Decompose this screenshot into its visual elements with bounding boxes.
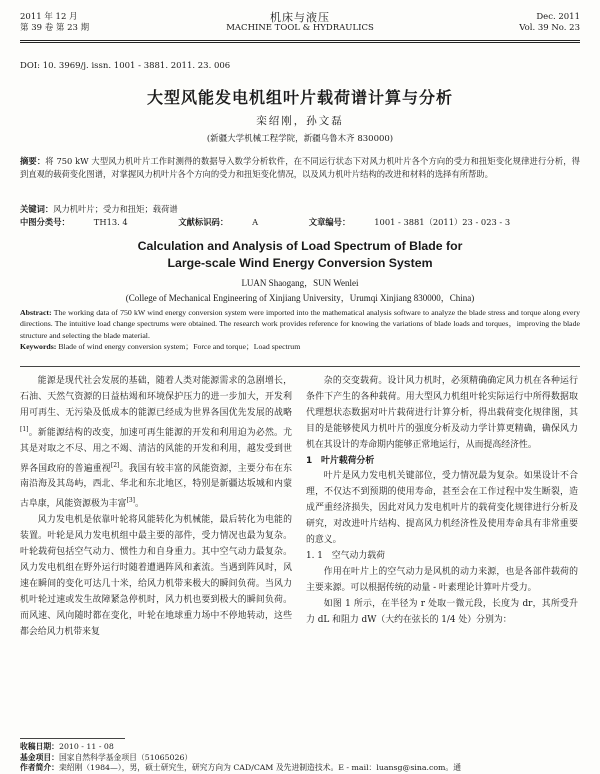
abstract-en bbox=[20, 307, 580, 352]
keywords-en-label: Keywords: bbox=[20, 341, 57, 351]
received-date bbox=[20, 742, 580, 753]
abstract-en-label: Abstract: bbox=[20, 308, 52, 317]
body-column-left bbox=[20, 374, 292, 640]
running-header bbox=[20, 12, 580, 42]
doc-code-value: A bbox=[252, 216, 259, 227]
authors-cn: 栾绍刚，孙文磊 bbox=[256, 115, 344, 127]
citation-ref: [2] bbox=[110, 461, 120, 469]
keywords-cn-text: 风力机叶片；受力和扭矩；载荷谱 bbox=[53, 204, 178, 214]
author-bio-value: 栾绍刚（1984—），男，硕士研究生，研究方向为 CAD/CAM 及先进制造技术。E - mail：luansg@sina.com。通 bbox=[58, 763, 462, 772]
abstract-divider bbox=[20, 366, 580, 367]
citation-ref: [1] bbox=[20, 425, 29, 433]
intro-text-a: 能源是现代社会发展的基础，随着人类对能源需求的急剧增长，石油、天然气资源的日益枯竭和环境保护压力的进一步加大，开发利用可再生、无污染及低成本的能源已经成为世界各国优先发展的战略 bbox=[20, 376, 292, 418]
author-bio bbox=[20, 763, 580, 774]
journal-name-block bbox=[20, 12, 580, 34]
received-value: 2010 - 11 - 08 bbox=[58, 742, 114, 751]
fund-info bbox=[20, 753, 580, 764]
header-rule-bottom bbox=[20, 42, 580, 43]
fund-value: 国家自然科学基金项目（51065026） bbox=[58, 752, 193, 762]
author-bio-label: 作者简介： bbox=[20, 763, 59, 772]
intro-text-d: 。 bbox=[135, 499, 144, 510]
intro-paragraph-2: 风力发电机是依靠叶轮将风能转化为机械能，最后转化为电能的装置。叶轮是风力发电机组中最主要的部件，受力情况也最为复杂。叶轮载荷包括空气动力、惯性力和自身重力。其中空气动力最复杂。风力发电机组在野外运行时随着遭遇阵风和紊流。当遇到阵风时，风速在瞬间的变化可达几十米，给风力机带来极大的瞬间负荷。当风力机叶轮过速或发生故障紧急停机时，风力机也要到极大的瞬间负荷。而风速、风向随时都在变化，叶轮在地球重力场中不停地转动，这些都会给风力机带来复 bbox=[20, 515, 292, 637]
intro-text-c: 。我国有较丰富的风能资源，主要分布在东南沿海及其岛屿，西北、华北和东北地区，特别是新疆达坂城和内蒙古阜康，风能资源极为丰富 bbox=[20, 463, 293, 510]
affiliation-en: (College of Mechanical Engineering of Xinjiang University，Urumqi Xinjiang 830000，China) bbox=[125, 293, 475, 303]
keywords-cn bbox=[20, 203, 580, 216]
issue-date: 2011 年 12 月 bbox=[20, 12, 78, 22]
title-en-line2: Large-scale Wind Energy Conversion System bbox=[167, 256, 433, 270]
journal-name-cn: 机床与液压 bbox=[270, 11, 330, 24]
volume-issue-en: Vol. 39 No. 23 bbox=[519, 23, 580, 33]
abstract-cn-label: 摘要： bbox=[20, 156, 46, 166]
right-paragraph-1: 杂的交变载荷。设计风力机时，必须精确确定风力机在各种运行条件下产生的各种载荷。用大型风力机组叶轮实际运行中所得数据取代理想状态数据对叶片载荷进行计算分析，得出载荷变化规律图，其目的是能够使风力机叶片的强度分析及动力学计算更精确，确保风力机在其设计的寿命期内能够正常地运行，从而提高经济性。 bbox=[306, 376, 578, 450]
issue-en-block bbox=[519, 12, 580, 34]
received-label: 收稿日期： bbox=[20, 742, 59, 751]
intro-text-b: 。新能源结构的改变，加速可再生能源的开发和利用迫为必然。尤其是对取之不尽、用之不竭、清洁的风能的开发和利用，越发受到世界各国政府的普遍重视 bbox=[20, 427, 292, 474]
abstract-cn bbox=[20, 155, 580, 180]
title-cn: 大型风能发电机组叶片载荷谱计算与分析 bbox=[146, 88, 453, 107]
footnote bbox=[20, 742, 580, 774]
abstract-en-text: The working data of 750 kW wind energy conversion system were imported into the mathematical analysis software to analyze the blade stress and torque along every directions. The intuitive load change spectrums were obtained. The research work provides reference for knowing the variations of blade loads and torques，improving the blade structure and selecting the blade material. bbox=[20, 308, 580, 340]
fund-label: 基金项目： bbox=[20, 752, 59, 762]
affiliation-cn: (新疆大学机械工程学院，新疆乌鲁木齐 830000) bbox=[206, 134, 394, 144]
doi: DOI: 10. 3969/j. issn. 1001 - 3881. 2011. 23. 006 bbox=[20, 61, 231, 71]
title-en-line1: Calculation and Analysis of Load Spectrum of Blade for bbox=[137, 239, 463, 253]
title-en bbox=[0, 238, 600, 272]
body-column-right bbox=[306, 374, 578, 629]
article-id-label: 文章编号： bbox=[308, 216, 351, 227]
keywords-cn-label: 关键词： bbox=[20, 204, 54, 214]
section-heading-1-1: 1. 1 空气动力载荷 bbox=[306, 550, 386, 561]
abstract-en-para bbox=[20, 307, 580, 341]
keywords-en bbox=[20, 341, 580, 352]
footnote-rule bbox=[20, 738, 125, 739]
authors-en: LUAN Shaogang，SUN Wenlei bbox=[241, 278, 359, 288]
classification-line bbox=[20, 216, 580, 229]
right-paragraph-4: 如图 1 所示，在半径为 r 处取一微元段，长度为 dr，其所受升力 dL 和阻力 dW（大约在弦长的 1/4 处）分别为： bbox=[306, 598, 578, 625]
clc-label: 中图分类号： bbox=[20, 216, 70, 227]
intro-paragraph-1 bbox=[20, 374, 292, 513]
doc-code-label: 文献标识码： bbox=[178, 216, 229, 227]
clc-value: TH13. 4 bbox=[93, 216, 128, 227]
issue-date-en: Dec. 2011 bbox=[536, 12, 580, 22]
volume-issue-cn: 第 39 卷 第 23 期 bbox=[20, 23, 90, 33]
section-heading-1: 1 叶片载荷分析 bbox=[306, 455, 375, 466]
meta-cn bbox=[20, 203, 580, 228]
right-paragraph-3: 作用在叶片上的空气动力是风机的动力来源，也是各部件载荷的主要来源。可以根据传统的动量 - 叶素理论计算叶片受力。 bbox=[306, 566, 578, 593]
journal-name-en: MACHINE TOOL & HYDRAULICS bbox=[226, 23, 374, 33]
keywords-en-text: Blade of wind energy conversion system；Force and torque；Load spectrum bbox=[58, 341, 301, 351]
abstract-cn-text: 将 750 kW 大型风力机叶片工作时测得的数据导入数学分析软件，在不同运行状态下对风力机叶片各个方向的受力和扭矩变化规律进行分析，得到直观的载荷变化图谱，对掌握风力机叶片各个方向的受力和扭矩变化情况，以及风力机叶片结构的改进和材料的选择有所帮助。 bbox=[20, 156, 580, 179]
article-id-value: 1001 - 3881（2011）23 - 023 - 3 bbox=[374, 216, 511, 227]
citation-ref: [3] bbox=[126, 497, 135, 505]
header-rule-top bbox=[20, 40, 580, 41]
right-paragraph-2: 叶片是风力发电机关键部位，受力情况最为复杂。如果设计不合理，不仅达不到预期的使用寿命，甚至会在工作过程中发生断裂，造成严重经济损失，因此对风力发电机叶片的载荷变化规律进行分析及研究，对改进叶片结构、提高风力机经济性及使用寿命具有非常重要的意义。 bbox=[306, 471, 578, 546]
